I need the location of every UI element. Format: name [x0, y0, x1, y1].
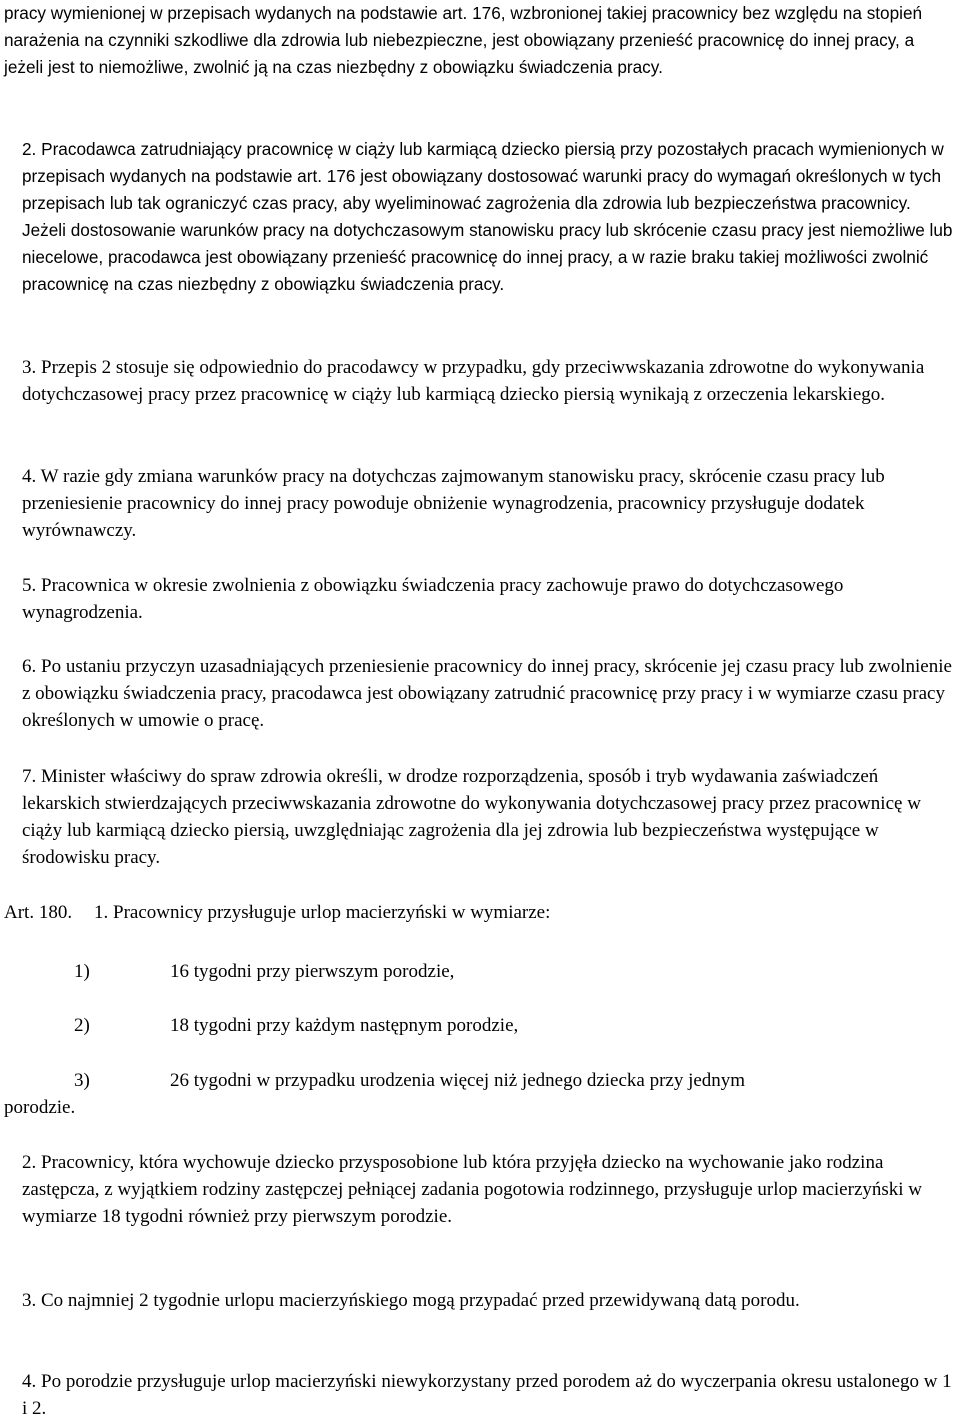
list-item-text: 16 tygodni przy pierwszym porodzie, [170, 961, 455, 982]
paragraph-intro: pracy wymienionej w przepisach wydanych na podstawie art. 176, wzbronionej takiej pracownicy bez względu na stopień narażenia na czynniki szkodliwe dla zdrowia lub niebezpieczne, jest obowiązany przenieść pracownicę do innej pracy, a jeżeli jest to niemożliwe, zwolnić ją na czas niezbędny z obowiązku świadczenia pracy. [4, 3, 923, 77]
paragraph-5: 5. Pracownica w okresie zwolnienia z obowiązku świadczenia pracy zachowuje prawo do dotychczasowego wynagrodzenia. [22, 575, 844, 623]
list-item [4, 1012, 954, 1039]
article-180-paragraph-4: 4. Po porodzie przysługuje urlop macierzyński niewykorzystany przed porodem aż do wyczerpania okresu ustalonego w 1 i 2. [22, 1371, 952, 1419]
list-item-continuation: porodzie. [4, 1097, 76, 1118]
paragraph-2: 2. Pracodawca zatrudniający pracownicę w ciąży lub karmiącą dziecko piersią przy pozostałych pracach wymienionych w przepisach wydanych na podstawie art. 176 jest obowiązany dostosować warunki pracy do wymagań określonych w tych przepisach lub tak ograniczyć czas pracy, aby wyeliminować zagrożenia dla zdrowia lub bezpieczeństwa pracownicy. Jeżeli dostosowanie warunków pracy na dotychczasowym stanowisku pracy lub skrócenie czasu pracy jest niemożliwe lub niecelowe, pracodawca jest obowiązany przenieść pracownicę do innej pracy, a w razie braku takiej możliwości zwolnić pracownicę na czas niezbędny z obowiązku świadczenia pracy. [22, 139, 953, 294]
list-item-number: 2) [74, 1015, 90, 1036]
article-180-heading [4, 899, 954, 926]
paragraph-4: 4. W razie gdy zmiana warunków pracy na dotychczas zajmowanym stanowisku pracy, skrócenie czasu pracy lub przeniesienie pracownicy do innej pracy powoduje obniżenie wynagrodzenia, pracownicy przysługuje dodatek wyrównawczy. [22, 466, 885, 541]
article-number: Art. 180. [4, 902, 73, 923]
list-item [4, 958, 954, 985]
article-180-paragraph-2: 2. Pracownicy, która wychowuje dziecko przysposobione lub która przyjęła dziecko na wychowanie jako rodzina zastępcza, z wyjątkiem rodziny zastępczej pełniącej zadania pogotowia rodzinnego, przysługuje urlop macierzyński w wymiarze 18 tygodni również przy pierwszym porodzie. [22, 1152, 923, 1227]
list-item-text: 18 tygodni przy każdym następnym porodzie, [170, 1015, 519, 1036]
list-item-text: 26 tygodni w przypadku urodzenia więcej niż jednego dziecka przy jednym [170, 1070, 746, 1091]
paragraph-6: 6. Po ustaniu przyczyn uzasadniających przeniesienie pracownicy do innej pracy, skrócenie jej czasu pracy lub zwolnienie z obowiązku świadczenia pracy, pracodawca jest obowiązany zatrudnić pracownicę przy pracy i w wymiarze czasu pracy określonych w umowie o pracę. [22, 656, 952, 731]
list-item-number: 1) [74, 961, 90, 982]
article-180-paragraph-1: 1. Pracownicy przysługuje urlop macierzyński w wymiarze: [94, 902, 551, 923]
article-180-paragraph-3: 3. Co najmniej 2 tygodnie urlopu macierzyńskiego mogą przypadać przed przewidywaną datą porodu. [22, 1290, 800, 1311]
paragraph-3: 3. Przepis 2 stosuje się odpowiednio do pracodawcy w przypadku, gdy przeciwwskazania zdrowotne do wykonywania dotychczasowej pracy przez pracownicę w ciąży lub karmiącą dziecko piersią wynikają z orzeczenia lekarskiego. [22, 357, 925, 405]
list-item [4, 1067, 954, 1094]
list-item-number: 3) [74, 1070, 90, 1091]
paragraph-7: 7. Minister właściwy do spraw zdrowia określi, w drodze rozporządzenia, sposób i tryb wydawania zaświadczeń lekarskich stwierdzających przeciwwskazania zdrowotne do wykonywania dotychczasowej pracy przez pracownicę w ciąży lub karmiącą dziecko piersią, uwzględniając zagrożenia dla jej zdrowia lub bezpieczeństwa występujące w środowisku pracy. [22, 766, 921, 868]
